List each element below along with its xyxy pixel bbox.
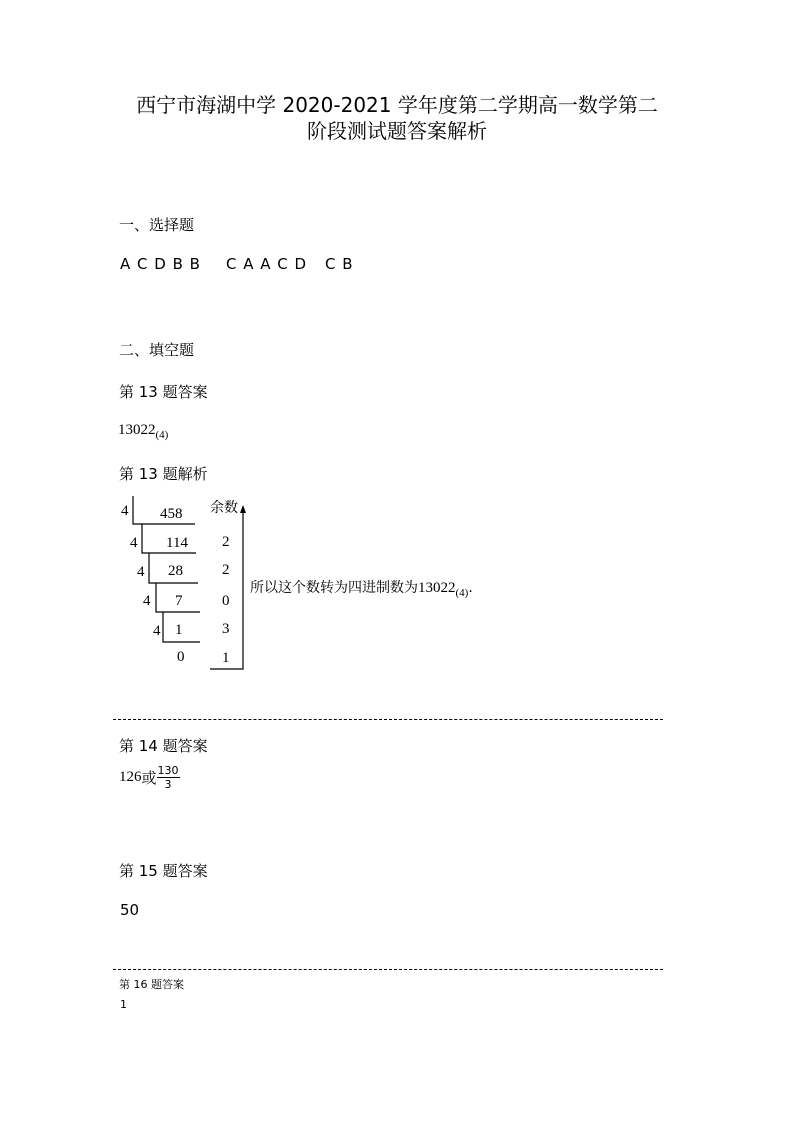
remainder-header: 余数	[210, 500, 238, 516]
q13-answer-label: 第 13 题答案	[119, 383, 208, 401]
q13-answer-value	[118, 422, 168, 441]
q14-integer: 126	[119, 769, 142, 785]
multiple-choice-heading: 一、选择题	[119, 216, 195, 234]
divisor: 4	[130, 535, 138, 551]
dashed-divider	[113, 719, 663, 720]
short-division-diagram	[110, 492, 260, 677]
answer-group-3: C B	[325, 255, 354, 273]
conclusion-number: 13022	[418, 580, 456, 596]
q13-analysis-label: 第 13 题解析	[119, 465, 208, 483]
divisor: 4	[153, 623, 161, 639]
dashed-divider	[113, 969, 663, 970]
q13-answer-base: (4)	[155, 429, 169, 441]
q14-or: 或	[141, 769, 157, 787]
divisor: 4	[143, 593, 151, 609]
remainder: 2	[222, 534, 230, 550]
remainder: 1	[222, 650, 230, 666]
conversion-conclusion	[250, 577, 473, 599]
quotient: 1	[175, 622, 183, 638]
q14-numerator: 130	[157, 764, 179, 777]
q14-fraction	[157, 764, 180, 791]
remainder-arrow-head	[240, 505, 246, 513]
quotient: 28	[168, 563, 183, 579]
q14-answer-label: 第 14 题答案	[119, 737, 208, 755]
conclusion-period: .	[468, 580, 473, 596]
q14-denominator: 3	[164, 778, 172, 791]
answer-group-2: C A A C D	[226, 255, 308, 273]
q15-answer-label: 第 15 题答案	[119, 862, 208, 880]
q15-answer-value: 50	[120, 901, 140, 919]
q14-answer-value	[119, 764, 180, 791]
remainder: 2	[222, 562, 230, 578]
quotient: 0	[177, 649, 185, 665]
conclusion-base: (4)	[455, 586, 469, 599]
document-title-line-2: 阶段测试题答案解析	[307, 119, 487, 143]
q16-answer-value: 1	[120, 998, 127, 1011]
remainder: 3	[222, 621, 230, 637]
divisor: 4	[137, 564, 145, 580]
divisor: 4	[121, 503, 129, 519]
quotient: 7	[175, 593, 183, 609]
remainder: 0	[222, 593, 230, 609]
quotient: 114	[166, 535, 188, 551]
q13-answer-number: 13022	[118, 422, 156, 438]
answer-group-1: A C D B B	[120, 255, 201, 273]
q16-answer-label: 第 16 题答案	[119, 978, 184, 991]
quotient: 458	[160, 506, 183, 522]
fill-in-heading: 二、填空题	[119, 341, 195, 359]
document-title-line-1: 西宁市海湖中学 2020-2021 学年度第二学期高一数学第二	[136, 93, 658, 117]
conclusion-text: 所以这个数转为四进制数为	[250, 580, 418, 596]
